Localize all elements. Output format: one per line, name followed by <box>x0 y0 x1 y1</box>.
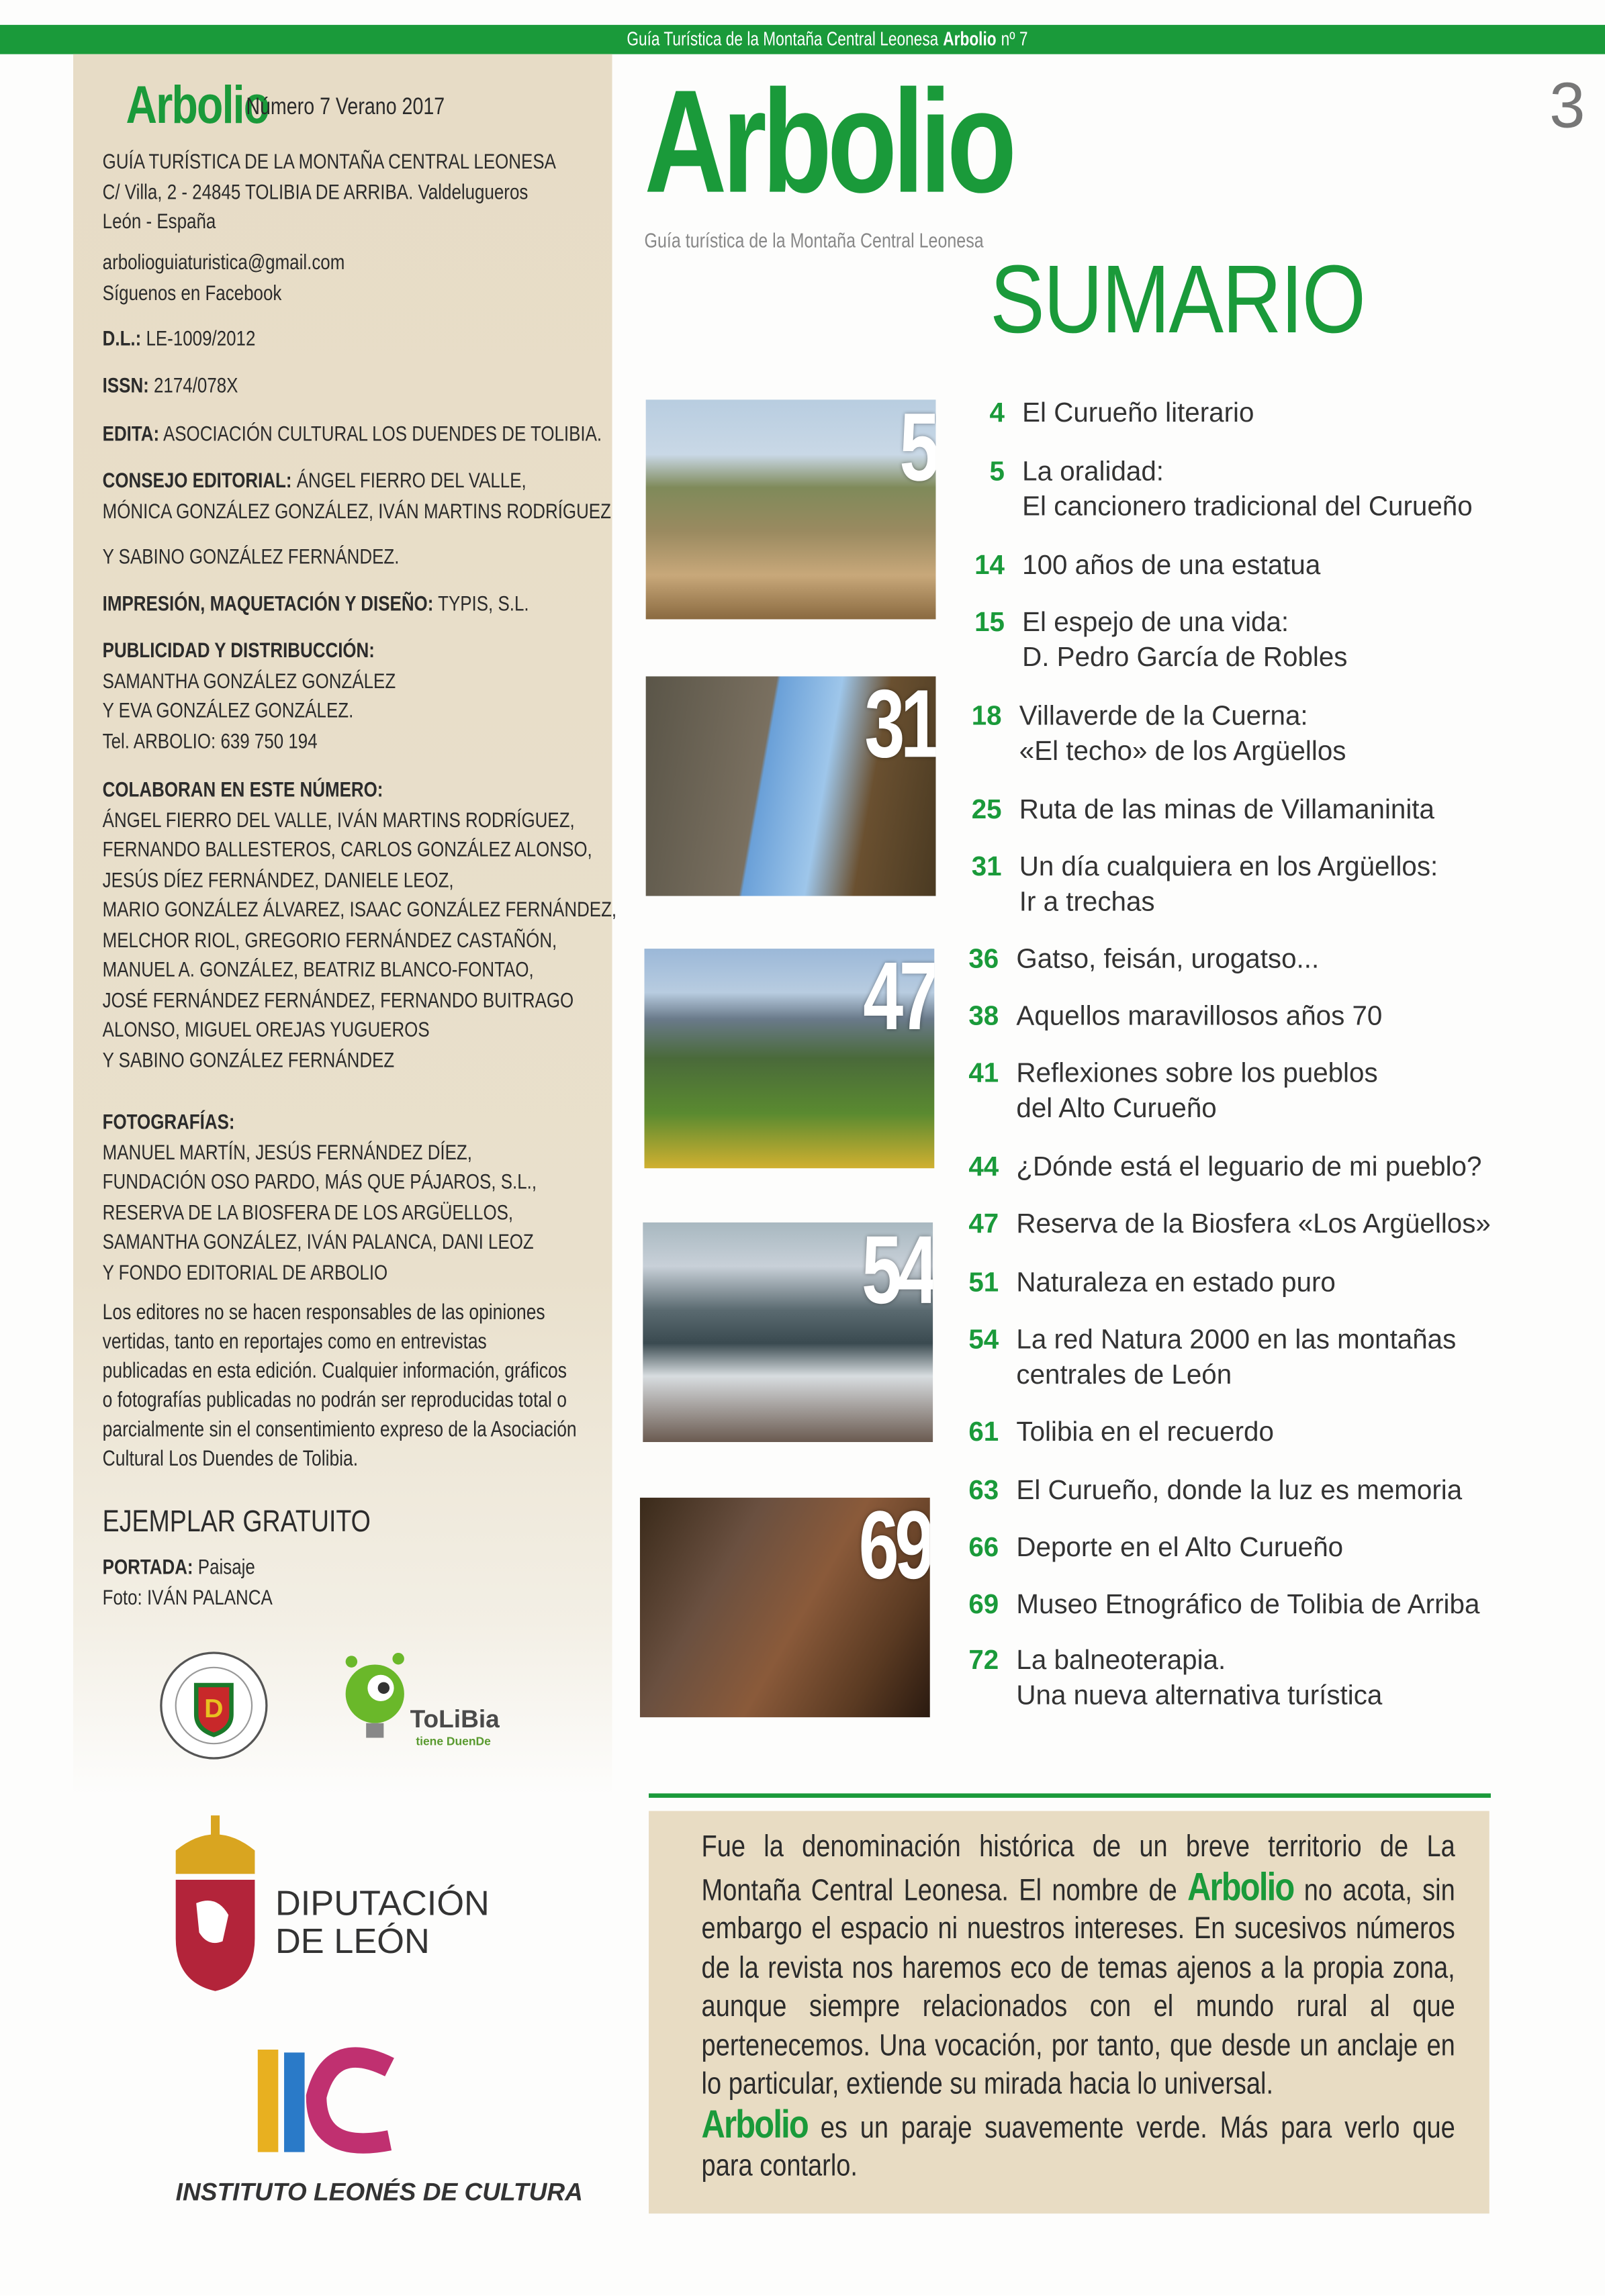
consejo-block <box>103 467 611 573</box>
toc-title: El espejo de una vida: D. Pedro García de Robles <box>1022 606 1348 672</box>
running-title: Guía Turística de la Montaña Central Leonesa <box>627 28 939 50</box>
dl-label: D.L.: <box>102 328 142 352</box>
portada-value: Paisaje <box>197 1556 255 1580</box>
toc-item[interactable] <box>952 454 1472 524</box>
photo-page-number: 5 <box>899 399 936 501</box>
toc-page-number: 72 <box>968 1643 999 1675</box>
impresion-label: IMPRESIÓN, MAQUETACIÓN Y DISEÑO: <box>102 593 434 617</box>
text-line: vertidas, tanto en reportajes como en entrevistas <box>102 1331 487 1355</box>
toc-item[interactable] <box>952 605 1347 675</box>
tolibia-logo <box>410 1706 500 1748</box>
toc-page-number: 69 <box>968 1588 999 1619</box>
cover-subtitle: Guía turística de la Montaña Central Leonesa <box>644 228 984 252</box>
text-line: JOSÉ FERNÁNDEZ FERNÁNDEZ, FERNANDO BUITRAGO <box>102 989 574 1012</box>
photo-page-number: 54 <box>861 1222 933 1324</box>
text-line: MANUEL MARTÍN, JESÚS FERNÁNDEZ DÍEZ, <box>102 1141 472 1165</box>
toc-item[interactable] <box>949 849 1438 920</box>
toc-title: Reflexiones sobre los pueblos del Alto Curueño <box>1016 1057 1378 1123</box>
intro-part: es un paraje suavemente verde. Más para verlo que para contarlo. <box>701 2110 1455 2183</box>
tolibia-sub: tiene DuenDe <box>416 1735 491 1748</box>
toc-title: La oralidad: El cancionero tradicional del Curueño <box>1022 455 1473 522</box>
toc-page-number: 31 <box>971 850 1002 881</box>
photo-credit: Foto: IVÁN PALANCA <box>102 1586 273 1610</box>
toc-item[interactable] <box>949 698 1346 769</box>
toc-page-number: 41 <box>968 1057 999 1088</box>
toc-page-number: 14 <box>974 548 1005 580</box>
consejo-line: Y SABINO GONZÁLEZ FERNÁNDEZ. <box>102 546 400 570</box>
photo-snowy-reservoir[interactable] <box>643 1223 933 1442</box>
toc-page-number: 51 <box>968 1266 999 1298</box>
text-line: JESÚS DÍEZ FERNÁNDEZ, DANIELE LEOZ, <box>102 869 454 893</box>
text-line: o fotografías publicadas no podrán ser reproducidas total o <box>102 1389 567 1413</box>
fotografias-label: FOTOGRAFÍAS: <box>102 1111 235 1135</box>
toc-item[interactable] <box>946 1265 1336 1300</box>
diputacion-line: DE LEÓN <box>275 1922 430 1962</box>
photo-mountain-valley[interactable] <box>645 949 935 1168</box>
page-number: 3 <box>1549 70 1586 142</box>
toc-item[interactable] <box>949 792 1434 827</box>
toc-title: 100 años de una estatua <box>1022 548 1321 580</box>
cover-logo: Arbolio <box>644 60 1013 224</box>
toc-item[interactable] <box>946 941 1319 976</box>
toc-page-number: 4 <box>989 396 1005 428</box>
edita-line <box>103 420 602 450</box>
toc-title: Aquellos maravillosos años 70 <box>1016 1000 1383 1031</box>
portada-block <box>103 1553 273 1613</box>
toc-item[interactable] <box>946 1530 1343 1565</box>
toc-page-number: 47 <box>968 1208 999 1239</box>
sumario-heading: SUMARIO <box>990 244 1365 353</box>
toc-page-number: 25 <box>971 793 1002 824</box>
publicidad-block <box>103 637 396 757</box>
toc-page-number: 63 <box>968 1474 999 1505</box>
intro-brand: Arbolio <box>1187 1864 1294 1909</box>
publicidad-line: Tel. ARBOLIO: 639 750 194 <box>102 730 318 753</box>
toc-page-number: 15 <box>974 606 1005 637</box>
photo-stone-hut[interactable] <box>646 676 936 896</box>
address-line: León - España <box>102 211 216 234</box>
toc-title: El Curueño, donde la luz es memoria <box>1016 1474 1463 1505</box>
toc-item[interactable] <box>946 1473 1462 1508</box>
toc-title: Ruta de las minas de Villamaninita <box>1019 793 1434 824</box>
toc-page-number: 54 <box>968 1323 999 1355</box>
gratuito-label: EJEMPLAR GRATUITO <box>102 1504 371 1539</box>
text-line: parcialmente sin el consentimiento expreso de la Asociación <box>102 1419 577 1442</box>
toc-item[interactable] <box>952 548 1320 583</box>
issn-label: ISSN: <box>102 375 149 399</box>
toc-item[interactable] <box>946 1206 1491 1241</box>
edita-label: EDITA: <box>102 423 160 447</box>
tolibia-duende-icon <box>331 1650 419 1747</box>
fotografias-block <box>103 1108 537 1288</box>
publicidad-label: PUBLICIDAD Y DISTRIBUCCIÓN: <box>102 639 375 663</box>
svg-text:D: D <box>204 1693 224 1723</box>
text-line: ÁNGEL FIERRO DEL VALLE, IVÁN MARTINS RODRÍGUEZ, <box>102 808 575 832</box>
photo-page-number: 69 <box>858 1497 930 1599</box>
publicidad-line: SAMANTHA GONZÁLEZ GONZÁLEZ <box>102 669 396 693</box>
toc-title: Tolibia en el recuerdo <box>1016 1415 1274 1447</box>
address-line: C/ Villa, 2 - 24845 TOLIBIA DE ARRIBA. Valdelugueros <box>102 181 529 205</box>
masthead-logo: Arbolio <box>126 75 269 135</box>
issn-value: 2174/078X <box>154 375 238 399</box>
address-line: GUÍA TURÍSTICA DE LA MONTAÑA CENTRAL LEONESA <box>102 150 556 175</box>
divider <box>649 1793 1491 1798</box>
ilc-logo-text: INSTITUTO LEONÉS DE CULTURA <box>175 2178 583 2207</box>
email-link[interactable]: arbolioguiaturistica@gmail.com <box>102 252 345 275</box>
text-line: MANUEL A. GONZÁLEZ, BEATRIZ BLANCO-FONTAO, <box>102 959 534 983</box>
text-line: ALONSO, MIGUEL OREJAS YUGUEROS <box>102 1018 430 1043</box>
running-header <box>0 25 1605 54</box>
dl-value: LE-1009/2012 <box>146 328 256 352</box>
diputacion-line: DIPUTACIÓN <box>275 1884 490 1924</box>
text-line: FERNANDO BALLESTEROS, CARLOS GONZÁLEZ ALONSO, <box>102 839 592 863</box>
dl-line <box>103 325 256 355</box>
colaboran-list <box>103 806 617 1075</box>
text-line: SAMANTHA GONZÁLEZ, IVÁN PALANCA, DANI LEOZ <box>102 1231 534 1255</box>
facebook-link[interactable]: Síguenos en Facebook <box>102 281 282 305</box>
issue-line: Número 7 Verano 2017 <box>246 95 445 120</box>
text-line: FUNDACIÓN OSO PARDO, MÁS QUE PÁJAROS, S.L., <box>102 1171 537 1195</box>
publicidad-line: Y EVA GONZÁLEZ GONZÁLEZ. <box>102 700 354 724</box>
toc-item[interactable] <box>946 1415 1274 1449</box>
fotografias-list <box>103 1138 537 1288</box>
address-block <box>103 148 556 238</box>
ilc-logo-icon <box>243 2038 404 2164</box>
intro-text <box>702 1829 1455 2187</box>
photo-page-number: 47 <box>862 949 935 1050</box>
photo-page-number: 31 <box>864 676 936 777</box>
text-line: Cultural Los Duendes de Tolibia. <box>102 1447 359 1472</box>
toc-page-number: 5 <box>989 455 1005 486</box>
intro-box <box>649 1811 1489 2214</box>
text-line: RESERVA DE LA BIOSFERA DE LOS ARGÜELLOS, <box>102 1201 514 1225</box>
toc-title: La balneoterapia. Una nueva alternativa turística <box>1016 1643 1383 1711</box>
consejo-line: ÁNGEL FIERRO DEL VALLE, <box>296 470 526 493</box>
colaboran-label: COLABORAN EN ESTE NÚMERO: <box>102 779 383 803</box>
photo-museum-interior[interactable] <box>640 1498 930 1717</box>
toc-item[interactable] <box>946 1149 1482 1184</box>
toc-title: Villaverde de la Cuerna: «El techo» de los Argüellos <box>1019 700 1346 766</box>
asociacion-logo <box>158 1650 270 1762</box>
toc-title: ¿Dónde está el leguario de mi pueblo? <box>1016 1151 1482 1182</box>
diputacion-crest-icon <box>167 1815 264 1994</box>
text-line: Y SABINO GONZÁLEZ FERNÁNDEZ <box>102 1049 395 1073</box>
disclaimer <box>103 1298 577 1474</box>
toc-title: Museo Etnográfico de Tolibia de Arriba <box>1016 1588 1480 1619</box>
toc-page-number: 66 <box>968 1531 999 1562</box>
edita-value: ASOCIACIÓN CULTURAL LOS DUENDES DE TOLIBIA. <box>163 423 602 447</box>
toc-title: Un día cualquiera en los Argüellos: Ir a trechas <box>1019 850 1438 917</box>
toc-title: Deporte en el Alto Curueño <box>1016 1531 1344 1562</box>
toc-item[interactable] <box>946 1643 1383 1713</box>
diputacion-logo-text <box>275 1886 490 1962</box>
masthead-panel <box>73 54 617 1797</box>
toc-item[interactable] <box>952 395 1254 430</box>
toc-page-number: 18 <box>971 700 1002 731</box>
toc-page-number: 44 <box>968 1151 999 1182</box>
running-brand: Arbolio <box>943 28 997 50</box>
text-line: Y FONDO EDITORIAL DE ARBOLIO <box>102 1261 388 1285</box>
intro-brand: Arbolio <box>701 2101 808 2146</box>
text-line: MARIO GONZÁLEZ ÁLVAREZ, ISAAC GONZÁLEZ FERNÁNDEZ, <box>102 898 617 922</box>
toc-page-number: 61 <box>968 1415 999 1447</box>
consejo-label: CONSEJO EDITORIAL: <box>102 470 292 493</box>
toc-title: Gatso, feisán, urogatso... <box>1016 943 1320 974</box>
issn-line <box>103 372 238 402</box>
contact-block <box>103 249 345 309</box>
text-line: publicadas en esta edición. Cualquier información, gráficos <box>102 1359 567 1384</box>
running-issue: nº 7 <box>1001 28 1028 50</box>
toc-page-number: 38 <box>968 1000 999 1031</box>
text-line: Los editores no se hacen responsables de las opiniones <box>102 1301 545 1325</box>
intro-part: Fue la denominación histórica de un breve territorio de La Montaña Central Leonesa. El nombre de <box>701 1829 1455 1907</box>
toc-page-number: 36 <box>968 943 999 974</box>
tolibia-text: ToLiBia <box>410 1705 500 1733</box>
toc-item[interactable] <box>946 1055 1378 1126</box>
consejo-line: MÓNICA GONZÁLEZ GONZÁLEZ, IVÁN MARTINS RODRÍGUEZ <box>102 499 611 524</box>
toc-item[interactable] <box>946 998 1383 1033</box>
toc-title: Naturaleza en estado puro <box>1016 1266 1336 1298</box>
portada-label: PORTADA: <box>102 1556 193 1580</box>
colaboran-block <box>103 776 617 1076</box>
photo-folk-musicians[interactable] <box>646 399 936 619</box>
intro-part: no acota, sin embargo el espacio ni nuestros intereses. En sucesivos números de la revista nos haremos eco de temas ajenos a la propia zona, aunque siempre relacionados con el mundo rural al que pertenecemos. Una vocación, por tanto, que desde un anclaje en lo particular, extiende su mirada hacia lo universal. <box>701 1873 1455 2101</box>
text-line: MELCHOR RIOL, GREGORIO FERNÁNDEZ CASTAÑÓN, <box>102 928 557 953</box>
toc-item[interactable] <box>946 1322 1457 1392</box>
toc-title: La red Natura 2000 en las montañas centrales de León <box>1016 1323 1457 1390</box>
impresion-value: TYPIS, S.L. <box>438 593 529 617</box>
toc-title: Reserva de la Biosfera «Los Argüellos» <box>1016 1208 1491 1239</box>
toc-title: El Curueño literario <box>1022 396 1254 428</box>
toc-item[interactable] <box>946 1587 1480 1622</box>
impresion-line <box>103 590 529 620</box>
